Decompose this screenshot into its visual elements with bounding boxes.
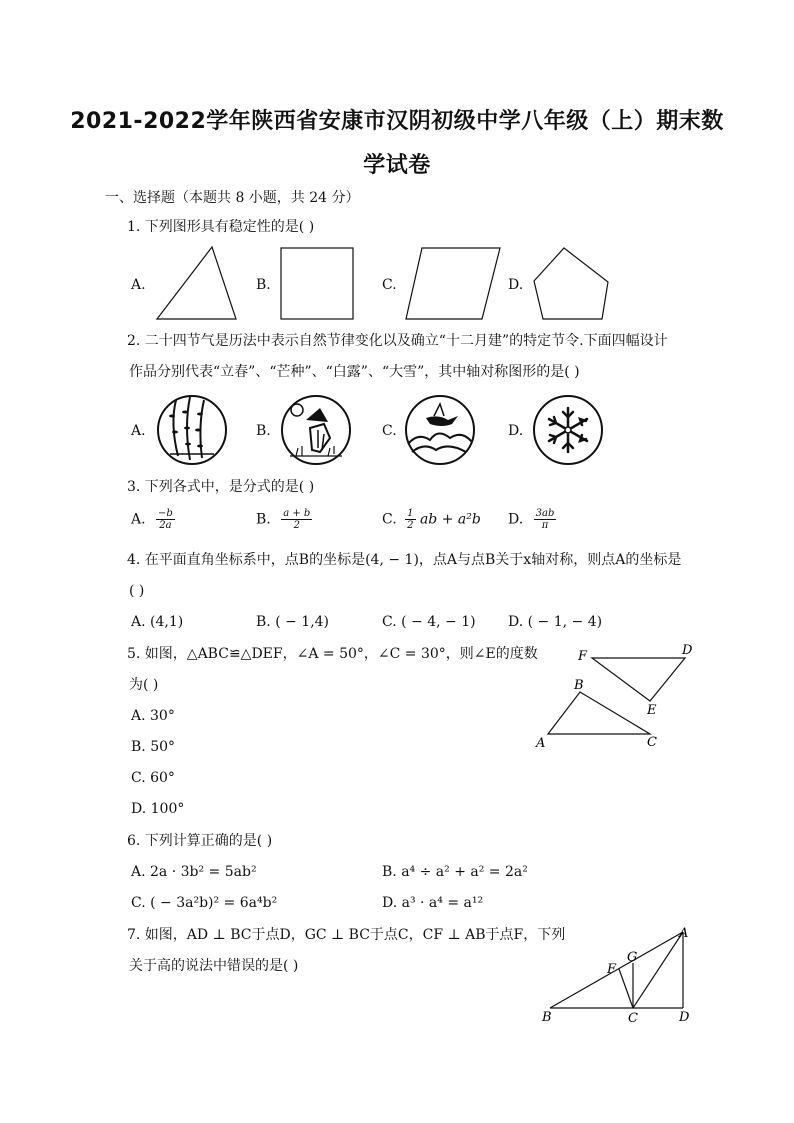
bailu-emblem-icon (404, 394, 476, 466)
q4-option-d: D. ( − 1, − 4) (508, 614, 603, 630)
q5-label-a: A (536, 736, 546, 751)
q2-option-a-label: A. (131, 423, 146, 439)
q3-option-b-label: B. (256, 511, 271, 528)
q2-line2: 作品分别代表“立春”、“芒种”、“白露”、“大雪”，其中轴对称图形的是( ) (129, 364, 580, 380)
q1-parallelogram-figure (402, 246, 506, 322)
q4-option-a: A. (4,1) (131, 614, 184, 630)
q5-line2: 为( ) (129, 677, 159, 693)
q2-option-c-label: C. (382, 423, 397, 439)
q3-option-b-fraction: $\frac{a + b}{2}$ (283, 508, 311, 531)
q6-option-b: B. a⁴ ÷ a² + a² = 2a² (382, 864, 528, 880)
q5-line1: 5. 如图，△ABC≌△DEF，∠A = 50°，∠C = 30°，则∠E的度数 (127, 646, 538, 662)
q5-label-c: C (647, 735, 657, 750)
q6-stem: 6. 下列计算正确的是( ) (127, 833, 273, 849)
section-heading: 一、选择题（本题共 8 小题，共 24 分） (105, 190, 360, 206)
q1-option-c-label: C. (382, 277, 397, 293)
q3-option-a (131, 508, 175, 531)
q4-option-c: C. ( − 4, − 1) (382, 614, 476, 630)
q7-label-g: G (627, 950, 638, 965)
daxue-snowflake-emblem-icon (532, 394, 604, 466)
q4-line1: 4. 在平面直角坐标系中，点B的坐标是(4, − 1)，点A与点B关于x轴对称，则点A的坐标是 (127, 552, 682, 568)
q7-altitude-figure (536, 918, 726, 1028)
q7-label-f: F (607, 962, 617, 977)
q5-label-b: B (574, 678, 584, 693)
q7-label-a: A (679, 926, 689, 941)
q6-option-c: C. ( − 3a²b)² = 6a⁴b² (131, 895, 278, 911)
q1-pentagon-figure (530, 246, 612, 322)
q5-label-e: E (647, 703, 657, 718)
q5-label-f: F (578, 649, 588, 664)
q5-option-c: C. 60° (131, 770, 175, 786)
q7-label-c: C (628, 1011, 638, 1026)
q6-option-a: A. 2a · 3b² = 5ab² (131, 864, 257, 880)
q1-stem: 1. 下列图形具有稳定性的是( ) (127, 219, 315, 235)
q5-label-d: D (682, 643, 693, 658)
q6-option-d: D. a³ · a⁴ = a¹² (382, 895, 484, 911)
q3-option-c-label: C. (382, 511, 397, 528)
q3-option-d (508, 508, 556, 531)
q7-line2: 关于高的说法中错误的是( ) (129, 958, 299, 974)
q1-option-d-label: D. (508, 277, 524, 293)
q3-stem: 3. 下列各式中，是分式的是( ) (127, 479, 315, 495)
q3-option-b (256, 508, 312, 531)
q3-option-c-fraction: $\frac{1}{2}$ (407, 508, 414, 531)
mangzhong-emblem-icon (280, 394, 352, 466)
q7-label-d: D (679, 1010, 690, 1025)
q2-option-d-label: D. (508, 423, 524, 439)
q3-option-c (382, 508, 481, 531)
q5-option-b: B. 50° (131, 739, 176, 755)
q7-line1: 7. 如图，AD ⊥ BC于点D，GC ⊥ BC于点C，CF ⊥ AB于点F，下列 (127, 927, 566, 943)
q1-option-b-label: B. (256, 277, 271, 293)
q3-option-d-label: D. (508, 511, 524, 528)
q3-option-a-fraction: $\frac{-b}{2a}$ (158, 508, 173, 531)
q2-line1: 2. 二十四节气是历法中表示自然节律变化以及确立“十二月建”的特定节令.下面四幅设计 (127, 333, 668, 349)
q5-congruent-triangles-figure (530, 640, 710, 755)
page-title-line2: 学试卷 (363, 153, 431, 178)
q1-triangle-figure (150, 244, 240, 324)
q2-option-b-label: B. (256, 423, 271, 439)
lichun-emblem-icon (156, 394, 228, 466)
q3-option-d-fraction: $\frac{3ab}{\pi}$ (535, 508, 555, 531)
q4-line2: ( ) (129, 583, 145, 599)
page-title-line1: 2021-2022学年陕西省安康市汉阴初级中学八年级（上）期末数 (70, 109, 724, 134)
q3-option-c-tail: ab + a²b (419, 511, 481, 528)
q5-option-d: D. 100° (131, 801, 185, 817)
q4-option-b: B. ( − 1,4) (256, 614, 330, 630)
q5-option-a: A. 30° (131, 708, 175, 724)
q1-square-figure (280, 246, 356, 322)
q1-option-a-label: A. (131, 277, 146, 293)
q3-option-a-label: A. (131, 511, 146, 528)
q7-label-b: B (542, 1010, 552, 1025)
